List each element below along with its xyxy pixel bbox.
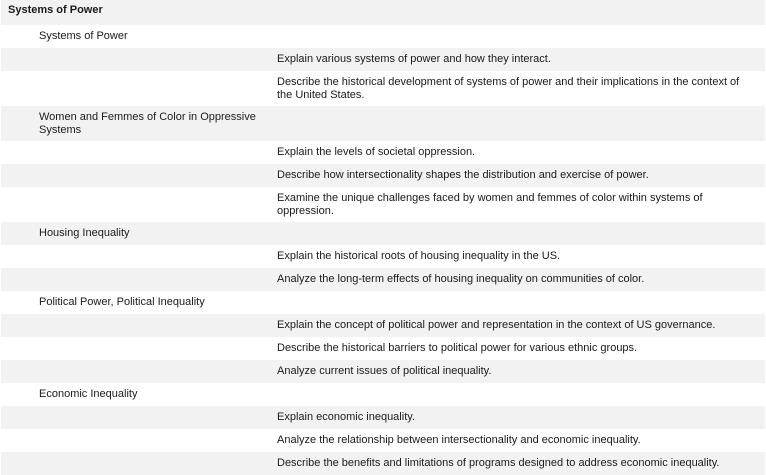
unit-row bbox=[1, 0, 765, 25]
topic-title: Political Power, Political Inequality bbox=[39, 296, 205, 308]
objective-text: Explain the concept of political power and representation in the context of US governance. bbox=[277, 319, 716, 331]
objective-text: Describe how intersectionality shapes the distribution and exercise of power. bbox=[277, 169, 649, 181]
objective-text: Describe the historical barriers to political power for various ethnic groups. bbox=[277, 342, 638, 354]
objective-row bbox=[1, 429, 765, 452]
objective-text: Describe the benefits and limitations of programs designed to address economic inequality. bbox=[277, 457, 720, 469]
objective-row bbox=[1, 314, 765, 337]
objective-text: Describe the historical development of systems of power and their implications in the context of the United States. bbox=[277, 76, 740, 101]
topic-row bbox=[1, 222, 765, 245]
topic-title: Housing Inequality bbox=[39, 227, 130, 239]
curriculum-outline bbox=[1, 0, 765, 475]
topic-row bbox=[1, 383, 765, 406]
objective-row bbox=[1, 164, 765, 187]
objective-row bbox=[1, 71, 765, 106]
topic-row bbox=[1, 25, 765, 48]
objective-text: Explain the levels of societal oppression. bbox=[277, 146, 476, 158]
unit-title: Systems of Power bbox=[8, 4, 103, 16]
objective-row bbox=[1, 406, 765, 429]
objective-text: Analyze current issues of political inequality. bbox=[277, 365, 492, 377]
topic-title: Systems of Power bbox=[39, 30, 128, 42]
objective-row bbox=[1, 337, 765, 360]
topic-row bbox=[1, 106, 765, 141]
objective-text: Examine the unique challenges faced by women and femmes of color within systems of oppression. bbox=[277, 192, 703, 217]
objective-row bbox=[1, 141, 765, 164]
objective-row bbox=[1, 268, 765, 291]
objective-row bbox=[1, 245, 765, 268]
objective-text: Explain the historical roots of housing inequality in the US. bbox=[277, 250, 561, 262]
objective-row bbox=[1, 452, 765, 475]
objective-row bbox=[1, 360, 765, 383]
objective-row bbox=[1, 48, 765, 71]
objective-text: Analyze the relationship between intersectionality and economic inequality. bbox=[277, 434, 641, 446]
topic-row bbox=[1, 291, 765, 314]
topic-title: Economic Inequality bbox=[39, 388, 138, 400]
objective-text: Explain economic inequality. bbox=[277, 411, 415, 423]
objective-row bbox=[1, 187, 765, 222]
objective-text: Explain various systems of power and how they interact. bbox=[277, 53, 551, 65]
objective-text: Analyze the long-term effects of housing inequality on communities of color. bbox=[277, 273, 645, 285]
topic-title: Women and Femmes of Color in Oppressive Systems bbox=[39, 111, 256, 136]
